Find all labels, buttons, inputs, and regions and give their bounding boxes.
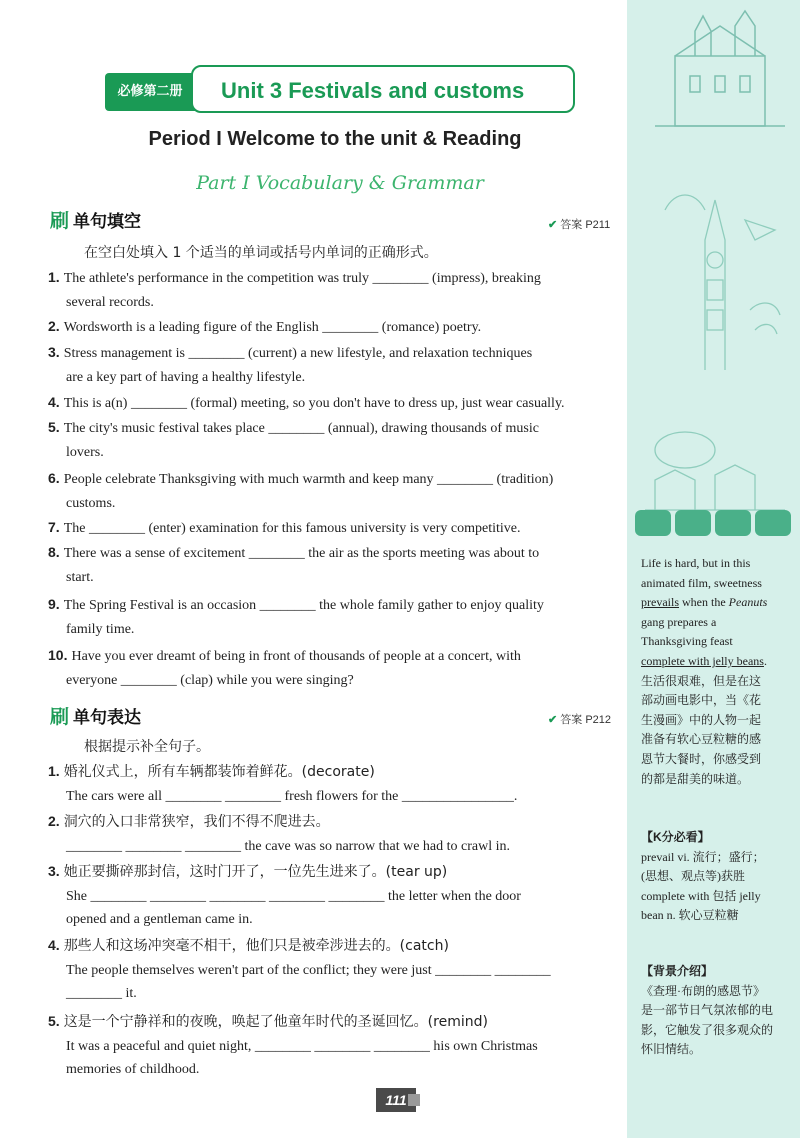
question-7: 7. The ________ (enter) examination for this famous university is very competitive. bbox=[48, 519, 521, 536]
section2-title: 单句表达 bbox=[73, 708, 142, 728]
section2-instruction: 根据提示补全句子。 bbox=[84, 739, 210, 755]
page-number: 111 bbox=[376, 1088, 416, 1112]
section2-heading bbox=[50, 702, 141, 729]
page-number-decoration bbox=[408, 1094, 420, 1106]
tea-time-illustration bbox=[635, 410, 795, 540]
section2-answer-text: 答案 P212 bbox=[560, 714, 612, 726]
question-8: 8. There was a sense of excitement ________ the air as the sports meeting was about to start. bbox=[48, 544, 540, 585]
question-4: 4. This is a(n) ________ (formal) meeting, so you don't have to dress up, just wear casually. bbox=[48, 394, 565, 411]
question-s2-4: 4. 那些人和这场冲突毫不相干，他们只是被牵涉进去的。(catch) The people themselves weren't part of the conflict; they were just ________ ________ ________ it. bbox=[48, 937, 551, 1001]
part-title: Part I Vocabulary & Grammar bbox=[196, 172, 484, 194]
sidebar-background-heading: 【背景介绍】 bbox=[641, 964, 714, 978]
unit-banner bbox=[105, 65, 577, 117]
question-10: 10. Have you ever dreamt of being in front of thousands of people at a concert, with everyone ________ (clap) while you were singing? bbox=[48, 647, 521, 688]
question-s2-3: 3. 她正要撕碎那封信，这时门开了，一位先生进来了。(tear up) She ________ ________ ________ ________ ________ the letter when the door opened and a gentleman came in. bbox=[48, 863, 521, 927]
check-icon: ✔ bbox=[548, 219, 558, 231]
section2-mark: 刷 bbox=[50, 706, 70, 728]
question-s2-5: 5. 这是一个宁静祥和的夜晚，唤起了他童年时代的圣诞回忆。(remind) It was a peaceful and quiet night, ________ ________ ________ his own Christmas memories of childhood. bbox=[48, 1013, 538, 1077]
question-s2-2: 2. 洞穴的入口非常狭窄，我们不得不爬进去。 ________ ________ ________ the cave was so narrow that we had to crawl in. bbox=[48, 813, 511, 854]
sidebar-note-text: Life is hard, but in this animated film, sweetness prevails when the Peanuts gang prepares a Thanksgiving feast complete with jelly beans. 生活很艰难，但是在这部动画电影中，当《花生漫画》中的人物一起准备有软心豆粒糖的感恩节大餐时，你感受到的都是甜美的味道。 bbox=[641, 556, 768, 786]
question-6: 6. People celebrate Thanksgiving with much warmth and keep many ________ (tradition) customs. bbox=[48, 470, 554, 511]
question-5: 5. The city's music festival takes place ________ (annual), drawing thousands of music lovers. bbox=[48, 419, 539, 460]
section1-instruction: 在空白处填入 1 个适当的单词或括号内单词的正确形式。 bbox=[84, 245, 438, 261]
section1-heading bbox=[50, 206, 141, 233]
section1-mark: 刷 bbox=[50, 210, 70, 232]
section1-answer-ref bbox=[548, 216, 610, 232]
tower-illustration bbox=[635, 170, 795, 390]
unit-title: Unit 3 Festivals and customs bbox=[191, 65, 575, 113]
section1-answer-text: 答案 P211 bbox=[560, 219, 611, 231]
question-s2-1: 1. 婚礼仪式上，所有车辆都装饰着鲜花。(decorate) The cars were all ________ ________ fresh flowers for the ________________. bbox=[48, 763, 518, 804]
question-2: 2. Wordsworth is a leading figure of the English ________ (romance) poetry. bbox=[48, 318, 482, 335]
book-label: 必修第二册 bbox=[105, 73, 195, 111]
question-9: 9. The Spring Festival is an occasion ________ the whole family gather to enjoy quality family time. bbox=[48, 596, 544, 637]
castle-illustration bbox=[635, 6, 795, 136]
sidebar-note bbox=[641, 554, 769, 789]
sidebar-key-vocab bbox=[641, 828, 773, 926]
check-icon: ✔ bbox=[548, 714, 558, 726]
sidebar-background bbox=[641, 962, 773, 1060]
period-title: Period I Welcome to the unit & Reading bbox=[148, 128, 522, 150]
section1-title: 单句填空 bbox=[73, 212, 142, 232]
question-1: 1. The athlete's performance in the competition was truly ________ (impress), breaking several records. bbox=[48, 269, 541, 310]
question-3: 3. Stress management is ________ (current) a new lifestyle, and relaxation techniques are a key part of having a healthy lifestyle. bbox=[48, 344, 533, 385]
section2-answer-ref bbox=[548, 711, 611, 727]
sidebar-key-vocab-body: prevail vi. 流行；盛行；(思想、观点等)获胜 complete with 包括 jelly bean n. 软心豆粒糖 bbox=[641, 849, 765, 923]
sidebar-background-body: 《查理·布朗的感恩节》是一部节日气氛浓郁的电影，它触发了很多观众的怀旧情结。 bbox=[641, 983, 774, 1057]
sidebar-key-vocab-heading: 【K分必看】 bbox=[641, 830, 710, 844]
